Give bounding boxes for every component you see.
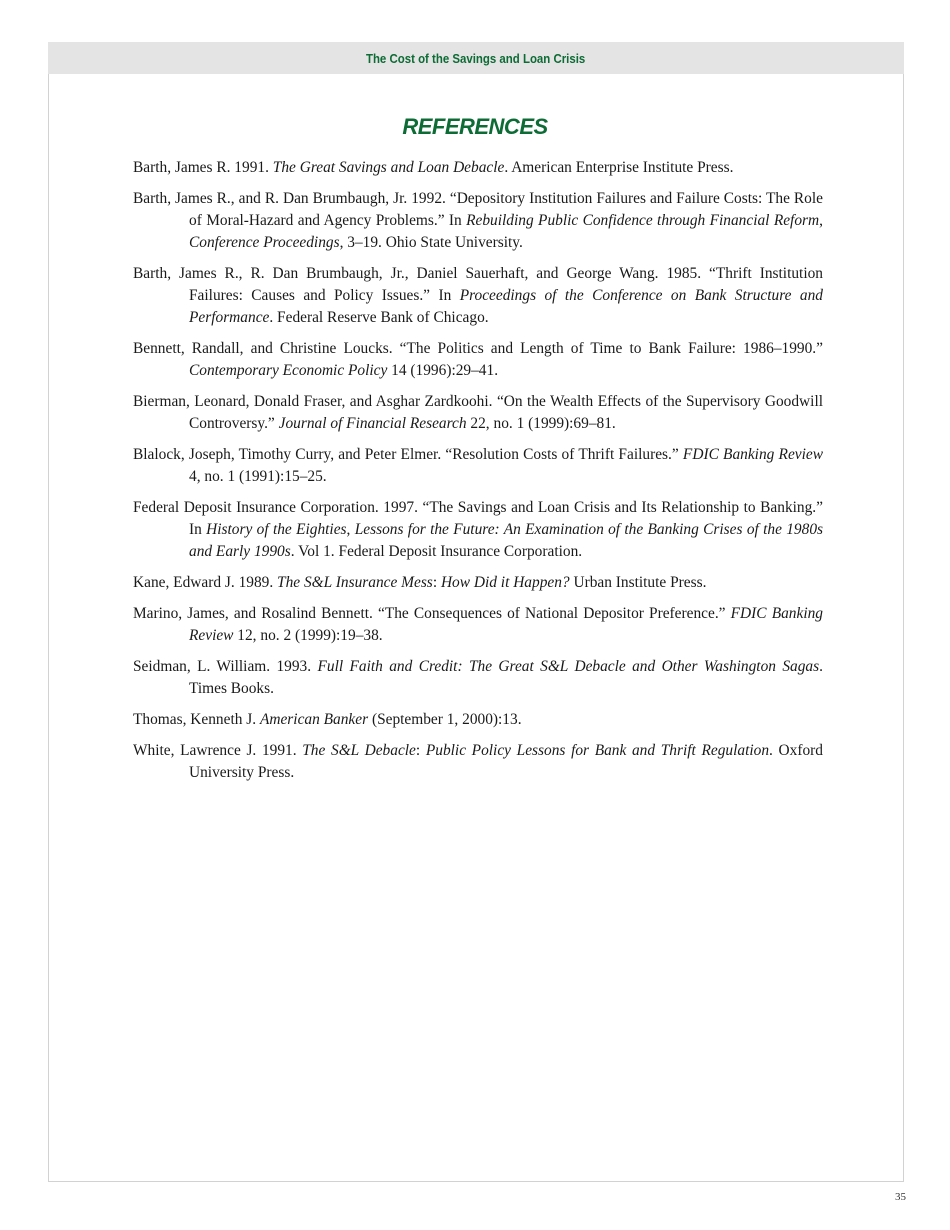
ref-italic-title: History of the Eighties xyxy=(206,521,347,538)
ref-text: . Vol 1. Federal Deposit Insurance Corporation. xyxy=(290,543,583,560)
ref-text: : xyxy=(432,574,441,591)
ref-text: Bennett, Randall, and Christine Loucks. “The Politics and Length of Time to Bank Failure: 1986–1990.” xyxy=(133,340,823,357)
reference-entry xyxy=(133,656,823,700)
page-number: 35 xyxy=(895,1191,906,1203)
ref-text: Kane, Edward J. 1989. xyxy=(133,574,278,591)
ref-italic-title: FDIC Banking Review xyxy=(682,446,823,463)
ref-italic-title: Lessons for the Future: An Examination of the Banking Crises of the 1980s and Early 1990s xyxy=(189,521,824,560)
ref-text: Barth, James R. 1991. xyxy=(133,159,273,176)
ref-text: Barth, James R., R. Dan Brumbaugh, Jr., Daniel Sauerhaft, and George Wang. 1985. “Thrift Institution Failures: Causes and Policy Issues.” In xyxy=(133,265,823,304)
ref-text: . American Enterprise Institute Press. xyxy=(504,159,734,176)
ref-text: Marino, James, and Rosalind Bennett. “The Consequences of National Depositor Preference.” xyxy=(133,605,731,622)
ref-text: 4, no. 1 (1991):15–25. xyxy=(189,468,327,485)
ref-text: 14 (1996):29–41. xyxy=(387,362,499,379)
reference-entry xyxy=(133,263,823,329)
reference-entry xyxy=(133,572,823,594)
ref-italic-title: Contemporary Economic Policy xyxy=(189,362,388,379)
running-title: The Cost of the Savings and Loan Crisis xyxy=(366,50,586,66)
ref-italic-title: FDIC Banking Review xyxy=(189,605,823,644)
ref-italic-title: The S&L Debacle xyxy=(302,742,416,759)
ref-text: , xyxy=(819,212,823,229)
ref-italic-title: Proceedings of the Conference on Bank Structure and Performance xyxy=(189,287,823,326)
reference-entry xyxy=(133,603,823,647)
ref-italic-title: The Great Savings and Loan Debacle xyxy=(272,159,505,176)
reference-entry xyxy=(133,391,823,435)
ref-text: . Oxford University Press. xyxy=(189,742,823,781)
reference-entry xyxy=(133,338,823,382)
reference-entry xyxy=(133,188,823,254)
ref-italic-title: Rebuilding Public Confidence through Financial Reform xyxy=(466,212,820,229)
ref-text: . Federal Reserve Bank of Chicago. xyxy=(269,309,489,326)
reference-entry xyxy=(133,709,823,731)
ref-italic-title: Full Faith and Credit: The Great S&L Debacle and Other Washington Sagas xyxy=(317,658,820,675)
page-title: REFERENCES xyxy=(402,114,548,139)
ref-text: Urban Institute Press. xyxy=(569,574,707,591)
ref-italic-title: Journal of Financial Research xyxy=(278,415,467,432)
running-header xyxy=(48,42,904,74)
ref-text: Barth, James R., and R. Dan Brumbaugh, Jr. 1992. “Depository Institution Failures and Failure Costs: The Role of Moral-Hazard and Agency Problems.” In xyxy=(133,190,823,229)
reference-entry xyxy=(133,444,823,488)
ref-text: Federal Deposit Insurance Corporation. 1997. “The Savings and Loan Crisis and Its Relationship to Banking.” In xyxy=(133,499,823,538)
ref-text: White, Lawrence J. 1991. xyxy=(133,742,303,759)
ref-text: , xyxy=(346,521,355,538)
ref-text: Thomas, Kenneth J. xyxy=(133,711,260,728)
ref-text: . Times Books. xyxy=(189,658,823,697)
ref-text: (September 1, 2000):13. xyxy=(368,711,522,728)
ref-text: Bierman, Leonard, Donald Fraser, and Asghar Zardkoohi. “On the Wealth Effects of the Supervisory Goodwill Controversy.” xyxy=(133,393,823,432)
ref-text: , 3–19. Ohio State University. xyxy=(339,234,523,251)
ref-italic-title: The S&L Insurance Mess xyxy=(277,574,433,591)
ref-text: 12, no. 2 (1999):19–38. xyxy=(233,627,383,644)
ref-text: : xyxy=(415,742,426,759)
ref-italic-title: Conference Proceedings xyxy=(189,234,340,251)
reference-entry xyxy=(133,157,823,179)
ref-italic-title: How Did it Happen? xyxy=(440,574,570,591)
reference-entry xyxy=(133,497,823,563)
ref-text: Blalock, Joseph, Timothy Curry, and Peter Elmer. “Resolution Costs of Thrift Failures.” xyxy=(133,446,683,463)
ref-italic-title: Public Policy Lessons for Bank and Thrift Regulation xyxy=(425,742,770,759)
ref-italic-title: American Banker xyxy=(259,711,369,728)
ref-text: 22, no. 1 (1999):69–81. xyxy=(466,415,616,432)
reference-entry xyxy=(133,740,823,784)
reference-list xyxy=(133,157,823,793)
ref-text: Seidman, L. William. 1993. xyxy=(133,658,318,675)
